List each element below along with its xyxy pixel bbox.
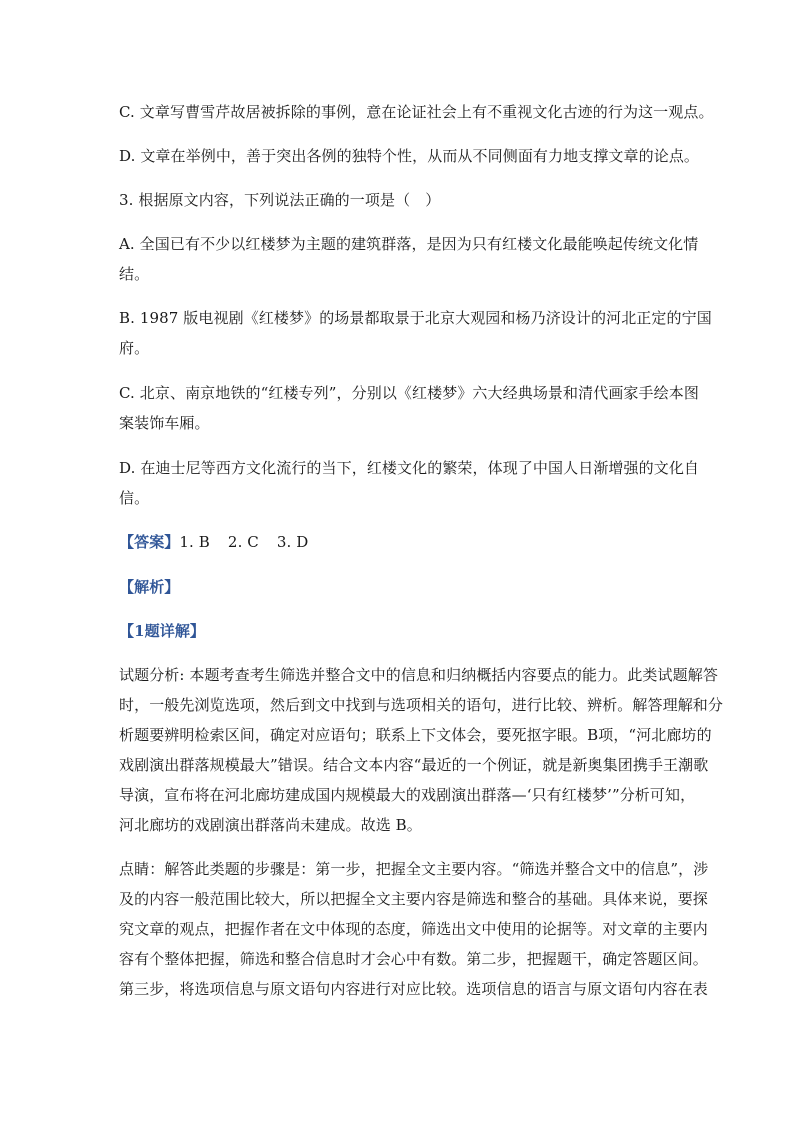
- tip-line: 点睛：解答此类题的步骤是：第一步，把握全文主要内容。“筛选并整合文中的信息”，涉: [119, 860, 709, 878]
- q3-option-a-line2: 结。: [119, 265, 150, 283]
- q3-option-d-line1: D. 在迪士尼等西方文化流行的当下，红楼文化的繁荣，体现了中国人日渐增强的文化自: [119, 459, 700, 477]
- q3-option-d-line2: 信。: [119, 489, 150, 507]
- q3-option-a-line1: A. 全国已有不少以红楼梦为主题的建筑群落，是因为只有红楼文化最能唤起传统文化情: [119, 235, 699, 253]
- q1-analysis-line: 导演，宣布将在河北廊坊建成国内规模最大的戏剧演出群落—‘只有红楼梦’”分析可知，: [119, 786, 696, 804]
- q3-stem: 3. 根据原文内容，下列说法正确的一项是（ ）: [119, 191, 441, 209]
- q1-analysis-line: 析题要辨明检索区间，确定对应语句；联系上下文体会，要死抠字眼。B项，“河北廊坊的: [119, 726, 712, 744]
- q1-analysis-line: 试题分析: 本题考查考生筛选并整合文中的信息和归纳概括内容要点的能力。此类试题解答: [119, 666, 718, 684]
- q3-option-c-line1: C. 北京、南京地铁的“红楼专列”，分别以《红楼梦》六大经典场景和清代画家手绘本图: [119, 384, 699, 402]
- answer-line: [119, 532, 679, 552]
- tip-line: 究文章的观点，把握作者在文中体现的态度，筛选出文中使用的论据等。对文章的主要内: [119, 920, 708, 938]
- q1-analysis-line: 河北廊坊的戏剧演出群落尚未建成。故选 B。: [119, 816, 422, 834]
- answer-label: 【答案】: [119, 533, 180, 551]
- tip-line: 第三步，将选项信息与原文语句内容进行对应比较。选项信息的语言与原文语句内容在表: [119, 980, 708, 998]
- answer-item-2: 2. C: [227, 533, 259, 551]
- q2-option-c: C. 文章写曹雪芹故居被拆除的事例，意在论证社会上有不重视文化古迹的行为这一观点。: [119, 103, 714, 121]
- q3-option-b-line1: B. 1987 版电视剧《红楼梦》的场景都取景于北京大观园和杨乃济设计的河北正定的宁国: [119, 309, 712, 327]
- q2-option-d: D. 文章在举例中，善于突出各例的独特个性，从而从不同侧面有力地支撑文章的论点。: [119, 147, 700, 165]
- tip-line: 容有个整体把握，筛选和整合信息时才会心中有数。第二步，把握题干，确定答题区间。: [119, 950, 708, 968]
- answer-item-1: 1. B: [179, 533, 210, 551]
- answer-item-3: 3. D: [276, 533, 309, 551]
- q3-option-c-line2: 案装饰车厢。: [119, 414, 210, 432]
- tip-line: 及的内容一般范围比较大，所以把握全文主要内容是筛选和整合的基础。具体来说，要探: [119, 890, 708, 908]
- q1-analysis-line: 时，一般先浏览选项，然后到文中找到与选项相关的语句，进行比较、辨析。解答理解和分: [119, 696, 724, 714]
- analysis-label: 【解析】: [119, 578, 180, 596]
- q1-analysis-line: 戏剧演出群落规模最大”错误。结合文本内容“最近的一个例证，就是新奥集团携手王潮歌: [119, 756, 709, 774]
- q1-detail-label: 【1题详解】: [119, 622, 206, 640]
- q3-option-b-line2: 府。: [119, 339, 150, 357]
